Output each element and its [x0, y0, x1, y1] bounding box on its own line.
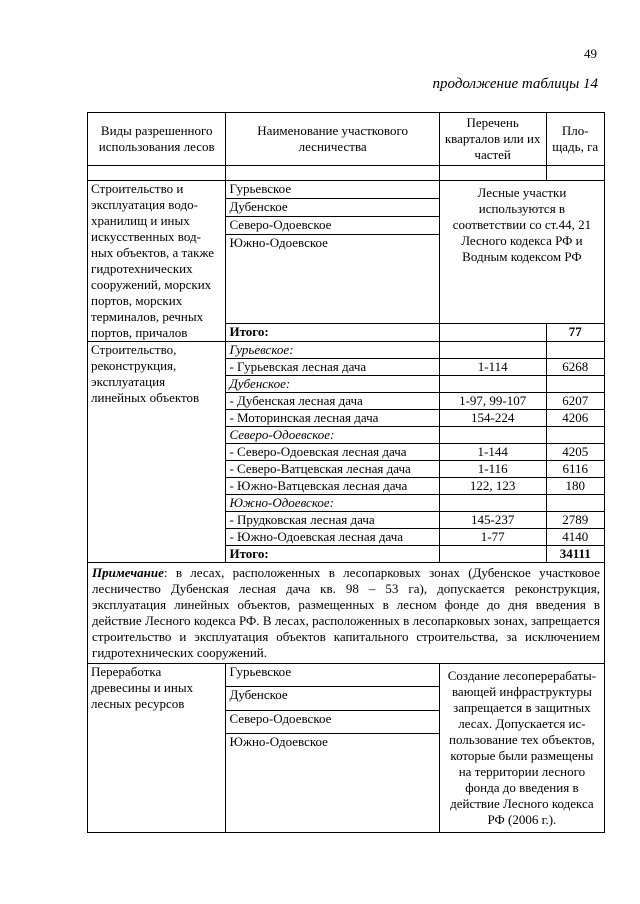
quarters-cell: 145-237: [439, 512, 546, 529]
table-row: [88, 181, 605, 199]
area-cell: 4205: [546, 444, 605, 461]
note-heading: Примечание: [92, 565, 164, 580]
area-cell: [546, 342, 605, 359]
total-label: Итого:: [226, 546, 439, 563]
forestry-cell: Дубенское: [226, 199, 439, 217]
forestry-cell: Южно-Одоевское: [226, 734, 439, 833]
area-cell: 6207: [546, 393, 605, 410]
processing-note-cell: Создание лесоперерабаты-вающей инфраструктуры запрещается в защитных лесах. Допускается ис-пользование тех объектов, которые были размещены на территории лесного фонда до введения в действие Лесного кодекса РФ (2006 г.).: [439, 664, 604, 833]
forestry-group-cell: Северо-Одоевское:: [226, 427, 439, 444]
area-cell: 6116: [546, 461, 605, 478]
table-row: [88, 342, 605, 359]
table-continuation-caption: продолжение таблицы 14: [432, 76, 598, 92]
area-cell: 180: [546, 478, 605, 495]
header-use-type: Виды разрешенного использования лесов: [88, 113, 226, 166]
forest-dacha-cell: - Гурьевская лесная дача: [226, 359, 439, 376]
forestry-cell: Северо-Одоевское: [226, 710, 439, 733]
quarters-cell: 1-116: [439, 461, 546, 478]
area-cell: [546, 495, 605, 512]
forest-dacha-cell: - Южно-Одоевская лесная дача: [226, 529, 439, 546]
total-area: 77: [546, 324, 605, 342]
note-text: : в лесах, расположенных в лесопарковых зонах (Дубенское участковое лесничество Дубенская лесная дача кв. 98 – 53 га), допускается реконструкция, эксплуатация линейных объектов, размещенных в лесном фонде до дня введения в действие Лесного кодекса РФ. В лесах, расположенных в лесопарковых зонах, запрещается строительство и эксплуатация объектов капитального строительства, за исключением гидротехнических сооружений.: [92, 565, 600, 660]
spacer-row: [88, 166, 605, 181]
forest-dacha-cell: - Дубенская лесная дача: [226, 393, 439, 410]
total-area: 34111: [546, 546, 605, 563]
note-row: [88, 563, 605, 664]
forestry-cell: Дубенское: [226, 687, 439, 710]
forestry-group-cell: Южно-Одоевское:: [226, 495, 439, 512]
forest-dacha-cell: - Северо-Ватцевская лесная дача: [226, 461, 439, 478]
header-area: Пло-щадь, га: [546, 113, 605, 166]
quarters-cell: 1-144: [439, 444, 546, 461]
header-row: [88, 113, 605, 166]
quarters-cell: [439, 427, 546, 444]
area-cell: 4206: [546, 410, 605, 427]
quarters-cell: 1-114: [439, 359, 546, 376]
use-type-cell: Переработка древесины и иных лесных ресурсов: [88, 664, 226, 833]
forestry-cell: Северо-Одоевское: [226, 217, 439, 235]
note-cell: [88, 563, 605, 664]
legal-basis-cell: Лесные участки используются в соответствии со ст.44, 21 Лесного кодекса РФ и Водным кодексом РФ: [439, 181, 604, 324]
quarters-cell: 122, 123: [439, 478, 546, 495]
forest-use-table-container: [87, 112, 605, 833]
page-number: 49: [584, 46, 597, 61]
forest-use-table: [87, 112, 605, 833]
area-cell: [546, 376, 605, 393]
quarters-cell: [439, 376, 546, 393]
use-type-cell: Строительство, реконструкция, эксплуатация линейных объектов: [88, 342, 226, 563]
quarters-cell: [439, 342, 546, 359]
table-row: [88, 664, 605, 687]
total-quarters-cell: [439, 324, 546, 342]
quarters-cell: 1-77: [439, 529, 546, 546]
header-forestry-name: Наименование участкового лесничества: [226, 113, 439, 166]
forestry-cell: Южно-Одоевское: [226, 235, 439, 324]
quarters-cell: [439, 495, 546, 512]
forestry-group-cell: Гурьевское:: [226, 342, 439, 359]
area-cell: 2789: [546, 512, 605, 529]
header-quarters: Перечень кварталов или их частей: [439, 113, 546, 166]
forestry-cell: Гурьевское: [226, 181, 439, 199]
use-type-cell: Строительство и эксплуатация водо-хранилищ и иных искусственных вод-ных объектов, а также гидротехнических сооружений, морских портов, морских терминалов, речных портов, причалов: [88, 181, 226, 342]
forestry-group-cell: Дубенское:: [226, 376, 439, 393]
total-quarters-cell: [439, 546, 546, 563]
spacer-cell: [546, 166, 605, 181]
area-cell: [546, 427, 605, 444]
spacer-cell: [439, 166, 546, 181]
quarters-cell: 154-224: [439, 410, 546, 427]
quarters-cell: 1-97, 99-107: [439, 393, 546, 410]
forestry-cell: Гурьевское: [226, 664, 439, 687]
forest-dacha-cell: - Южно-Ватцевская лесная дача: [226, 478, 439, 495]
forest-dacha-cell: - Прудковская лесная дача: [226, 512, 439, 529]
forest-dacha-cell: - Северо-Одоевская лесная дача: [226, 444, 439, 461]
area-cell: 4140: [546, 529, 605, 546]
spacer-cell: [226, 166, 439, 181]
forest-dacha-cell: - Моторинская лесная дача: [226, 410, 439, 427]
total-label: Итого:: [226, 324, 439, 342]
area-cell: 6268: [546, 359, 605, 376]
spacer-cell: [88, 166, 226, 181]
